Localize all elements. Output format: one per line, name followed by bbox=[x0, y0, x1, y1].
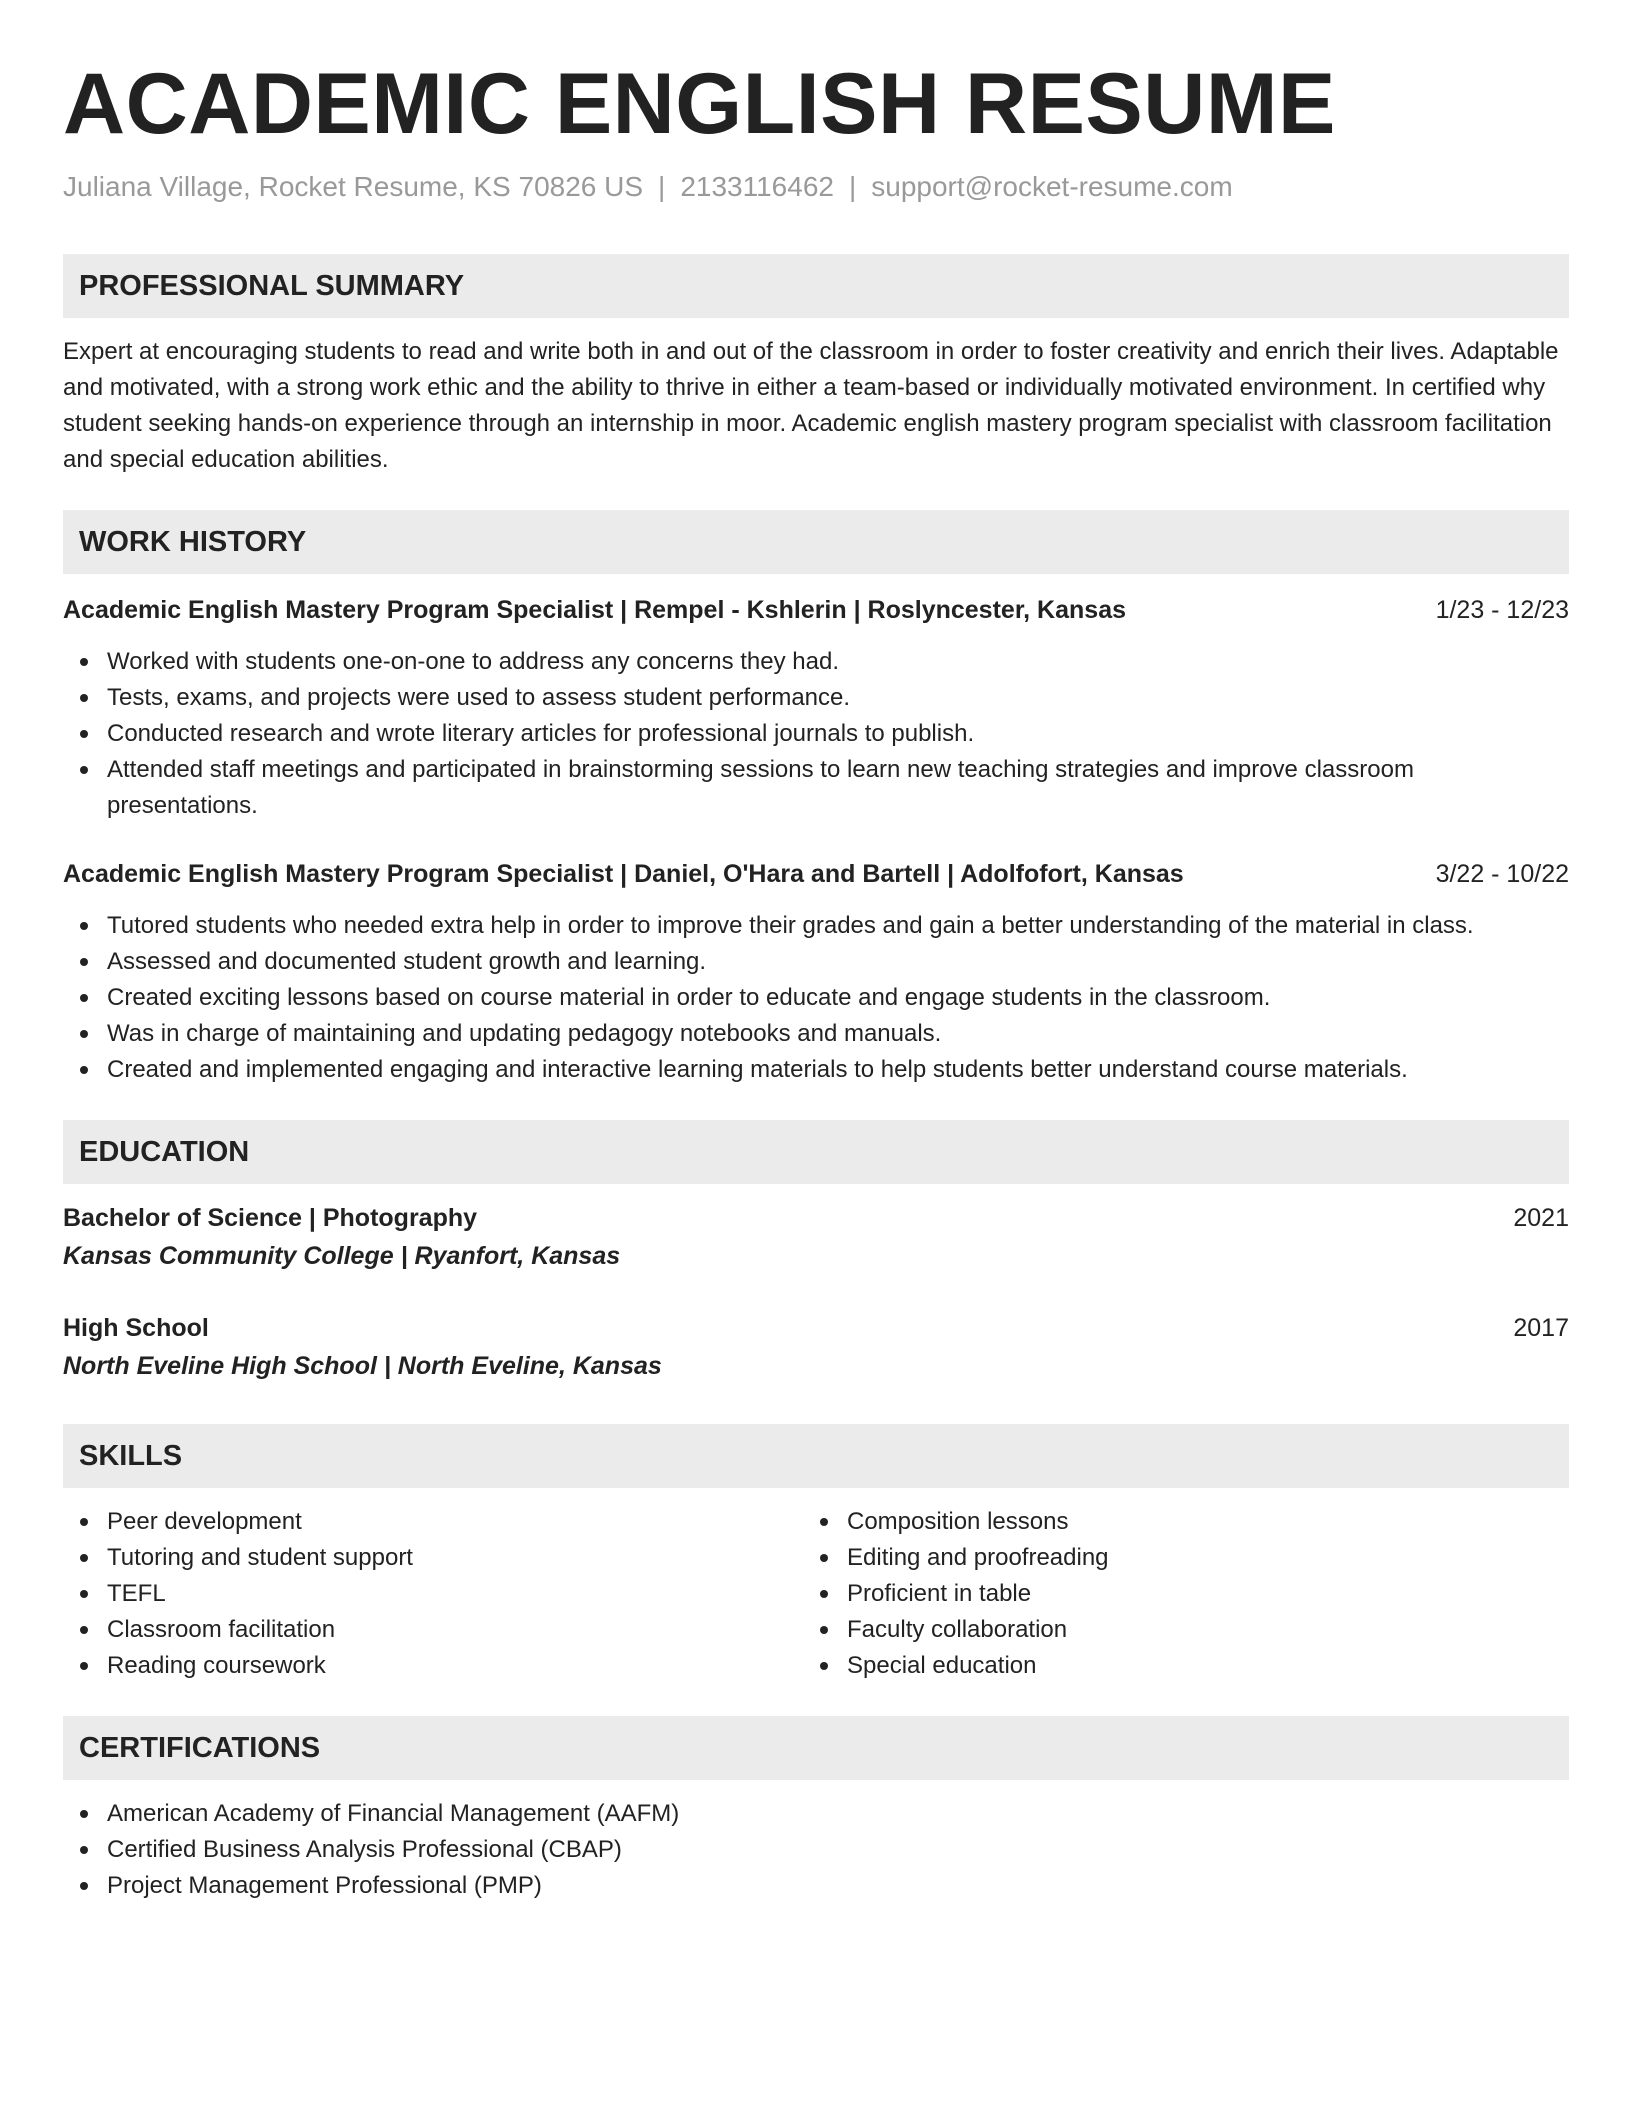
job-bullet: Created and implemented engaging and interactive learning materials to help students better understand course materials. bbox=[63, 1052, 1569, 1088]
education-degree: High School bbox=[63, 1314, 209, 1342]
skill-item: Reading coursework bbox=[63, 1648, 803, 1684]
contact-line bbox=[63, 170, 1569, 204]
contact-separator: | bbox=[848, 171, 857, 202]
job-bullet: Created exciting lessons based on course material in order to educate and engage students in the classroom. bbox=[63, 980, 1569, 1016]
skills-column-left bbox=[63, 1504, 803, 1684]
job-title: Academic English Mastery Program Specialist | Rempel - Kshlerin | Roslyncester, Kansas bbox=[63, 596, 1127, 624]
job-title: Academic English Mastery Program Specialist | Daniel, O'Hara and Bartell | Adolfofort, Kansas bbox=[63, 860, 1184, 888]
job-header bbox=[63, 592, 1569, 628]
skill-item: Faculty collaboration bbox=[803, 1612, 1543, 1648]
job-bullets bbox=[63, 908, 1569, 1088]
job-bullet: Tests, exams, and projects were used to assess student performance. bbox=[63, 680, 1569, 716]
job-bullet: Worked with students one-on-one to address any concerns they had. bbox=[63, 644, 1569, 680]
job-bullet: Assessed and documented student growth and learning. bbox=[63, 944, 1569, 980]
skill-item: TEFL bbox=[63, 1576, 803, 1612]
education-school: North Eveline High School | North Eveline, Kansas bbox=[63, 1352, 662, 1380]
certifications-list bbox=[63, 1796, 1569, 1904]
section-header-work-history: WORK HISTORY bbox=[63, 510, 1569, 574]
section-header-certifications: CERTIFICATIONS bbox=[63, 1716, 1569, 1780]
job-dates: 3/22 - 10/22 bbox=[1435, 860, 1569, 888]
skill-item: Peer development bbox=[63, 1504, 803, 1540]
certification-item: American Academy of Financial Management (AAFM) bbox=[63, 1796, 1569, 1832]
education-header bbox=[63, 1200, 1569, 1236]
job-entry bbox=[63, 592, 1569, 824]
skills-list bbox=[63, 1504, 803, 1684]
certification-item: Certified Business Analysis Professional (CBAP) bbox=[63, 1832, 1569, 1868]
skill-item: Tutoring and student support bbox=[63, 1540, 803, 1576]
section-header-education: EDUCATION bbox=[63, 1120, 1569, 1184]
education-entry bbox=[63, 1310, 1569, 1386]
skills-list bbox=[803, 1504, 1543, 1684]
education-degree: Bachelor of Science | Photography bbox=[63, 1204, 478, 1232]
certification-item: Project Management Professional (PMP) bbox=[63, 1868, 1569, 1904]
job-bullets bbox=[63, 644, 1569, 824]
summary-text: Expert at encouraging students to read and write both in and out of the classroom in order to foster creativity and enrich their lives. Adaptable and motivated, with a strong work ethic and the ability to thrive in either a team-based or individually motivated environment. In certified why student seeking hands-on experience through an internship in moor. Academic english mastery program specialist with classroom facilitation and special education abilities. bbox=[63, 338, 1559, 473]
skill-item: Classroom facilitation bbox=[63, 1612, 803, 1648]
skills-column-right bbox=[803, 1504, 1543, 1684]
job-header bbox=[63, 856, 1569, 892]
skills-columns bbox=[63, 1504, 1569, 1684]
contact-email: support@rocket-resume.com bbox=[871, 171, 1233, 202]
education-year: 2021 bbox=[1513, 1204, 1569, 1232]
education-year: 2017 bbox=[1513, 1314, 1569, 1342]
education-header bbox=[63, 1310, 1569, 1346]
job-bullet: Was in charge of maintaining and updating pedagogy notebooks and manuals. bbox=[63, 1016, 1569, 1052]
job-dates: 1/23 - 12/23 bbox=[1435, 596, 1569, 624]
contact-phone: 2133116462 bbox=[680, 171, 834, 202]
skill-item: Proficient in table bbox=[803, 1576, 1543, 1612]
resume-title: ACADEMIC ENGLISH RESUME bbox=[63, 56, 1336, 152]
contact-address: Juliana Village, Rocket Resume, KS 70826 US bbox=[63, 171, 644, 202]
skill-item: Composition lessons bbox=[803, 1504, 1543, 1540]
section-header-summary: PROFESSIONAL SUMMARY bbox=[63, 254, 1569, 318]
job-bullet: Attended staff meetings and participated in brainstorming sessions to learn new teaching strategies and improve classroom presentations. bbox=[63, 752, 1569, 824]
education-school: Kansas Community College | Ryanfort, Kansas bbox=[63, 1242, 621, 1270]
skill-item: Special education bbox=[803, 1648, 1543, 1684]
job-entry bbox=[63, 856, 1569, 1088]
skill-item: Editing and proofreading bbox=[803, 1540, 1543, 1576]
job-bullet: Conducted research and wrote literary articles for professional journals to publish. bbox=[63, 716, 1569, 752]
contact-separator: | bbox=[658, 171, 666, 202]
education-entry bbox=[63, 1200, 1569, 1276]
job-bullet: Tutored students who needed extra help in order to improve their grades and gain a better understanding of the material in class. bbox=[63, 908, 1569, 944]
section-header-skills: SKILLS bbox=[63, 1424, 1569, 1488]
